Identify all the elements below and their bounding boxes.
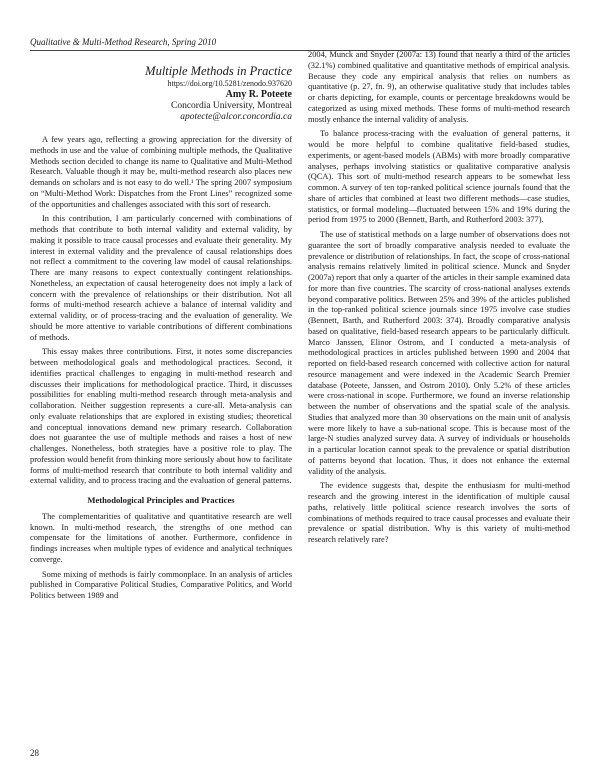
body-paragraph: A few years ago, reflecting a growing appreciation for the diversity of methods in use and the value of combining multiple methods, the Qualitative Methods section decided to change its name to Qualitative and Multi-Method Research. Valuable though it may be, multi-method research also places new demands on scholars and is not easy to do well.¹ The spring 2007 symposium on “Multi-Method Work: Dispatches from the Front Lines” recognized some of the opportunities and challenges associated with this sort of research. <box>30 135 292 209</box>
article-title-block <box>30 64 292 123</box>
author-name: Amy R. Poteete <box>225 89 292 100</box>
right-column <box>308 50 570 550</box>
running-head: Qualitative & Multi-Method Research, Spring 2010 <box>30 37 570 51</box>
page-number: 28 <box>30 748 39 758</box>
body-paragraph: Some mixing of methods is fairly commonplace. In an analysis of articles published in Comparative Political Studies, Comparative Politics, and World Politics between 1989 and <box>30 569 292 600</box>
body-paragraph: The complementarities of qualitative and quantitative research are well known. In multi-method research, the strengths of one method can compensate for the limitations of another. Furthermore, confidence in findings increases when multiple types of evidence and analytical techniques converge. <box>30 511 292 564</box>
article-title: Multiple Methods in Practice <box>145 64 292 78</box>
body-paragraph: The use of statistical methods on a large number of observations does not guarantee the sort of broadly comparative analysis needed to evaluate the prevalence or distribution of relationships. In fact, the scope of cross-national analysis remains relatively limited in political science. Munck and Snyder (2007a) report that only a quarter of the articles in their sample examined data for more than five countries. The scarcity of cross-national analyses extends beyond comparative politics. Between 25% and 39% of the articles published in the top-ranked political science journals since 1975 involve case studies (Bennett, Barth, and Rutherford 2003: 374). Broadly comparative analysis based on qualitative, field-based research appears to be particularly difficult. Marco Janssen, Elinor Ostrom, and I conducted a meta-analysis of methodological practices in articles published between 1990 and 2004 that reported on field-based research concerned with collective action for natural resource management and were indexed in the Academic Search Premier database (Poteete, Janssen, and Ostrom 2010). Only 5.2% of these articles were cross-national in scope. Furthermore, we found an inverse relationship between the number of observations and the spatial scale of the analysis. Studies that analyzed more than 30 observations on the main unit of analysis were more likely to have a sub-national scope. This is because most of the large-N studies analyzed survey data. A survey of individuals or households in a particular location cannot speak to the prevalence or spatial distribution of patterns beyond that location. Thus, it does not enhance the external validity of the analysis. <box>308 230 570 476</box>
author-affiliation: Concordia University, Montreal <box>170 101 292 111</box>
author-email[interactable]: apotecte@alcor.concordia.ca <box>180 112 292 122</box>
body-paragraph: In this contribution, I am particularly concerned with combinations of methods that contribute to both internal validity and external validity, by making it possible to trace causal processes and evaluate their generality. My interest in external validity and the prevalence of causal relationships does not reflect a commitment to the covering law model of causal relationships. There are many reasons to expect contextually contingent relationships. Nonetheless, an expectation of causal heterogeneity does not imply a lack of concern with the prevalence of relationships or their distribution. Not all forms of multi-method research achieve a balance of internal validity and external validity, or of process-tracing and the evaluation of generality. We should be more attentive to variable contributions of different combinations of methods. <box>30 214 292 342</box>
body-paragraph: To balance process-tracing with the evaluation of general patterns, it would be more helpful to combine qualitative field-based studies, experiments, or agent-based models (ABMs) with more broadly comparative analyses, perhaps involving statistics or qualitative comparative analysis (QCA). This sort of multi-method research appears to be somewhat less common. A survey of ten top-ranked political science journals found that the share of articles that combined at least two different methods—case studies, statistics, or formal modeling—fluctuated between 15% and 19% during the period from 1975 to 2000 (Bennett, Barth, and Rutherford 2003: 377). <box>308 129 570 225</box>
left-column <box>30 50 292 606</box>
body-paragraph: The evidence suggests that, despite the enthusiasm for multi-method research and the growing interest in the identification of multiple causal paths, relatively little political science research involves the sorts of combinations of methods required to trace causal processes and evaluate their prevalence or spatial distribution. Why is this variety of multi-method research relatively rare? <box>308 481 570 544</box>
body-paragraph: 2004, Munck and Snyder (2007a: 13) found that nearly a third of the articles (32.1%) combined qualitative and quantitative methods of empirical analysis. Because they code any empirical analysis that relies on numbers as quantitative (p. 27, fn. 9), an otherwise qualitative study that includes tables or charts depicting, for example, counts or percentage breakdowns would be categorized as using mixed methods. These forms of multi-method research mostly enhance the internal validity of analysis. <box>308 50 570 124</box>
article-doi[interactable]: https://doi.org/10.5281/zenodo.937620 <box>167 79 292 88</box>
body-paragraph: This essay makes three contributions. First, it notes some discrepancies between methodological goals and methodological practices. Second, it identifies practical challenges to engaging in multi-method research and discusses their implications for methodological practice. Third, it discusses possibilities for enabling multi-method research through meta-analysis and collaboration. Neither suggestion represents a cure-all. Meta-analysis can only evaluate relationships that are explored in existing studies; theoretical and conceptual innovations demand new primary research. Collaboration does not guarantee the use of multiple methods and raises a host of new challenges. Nonetheless, both strategies have a positive role to play. The profession would benefit from thinking more seriously about how to facilitate forms of multi-method research that contribute to both internal validity and external validity, and to process tracing and the evaluation of general patterns. <box>30 347 292 486</box>
section-heading: Methodological Principles and Practices <box>87 495 235 505</box>
